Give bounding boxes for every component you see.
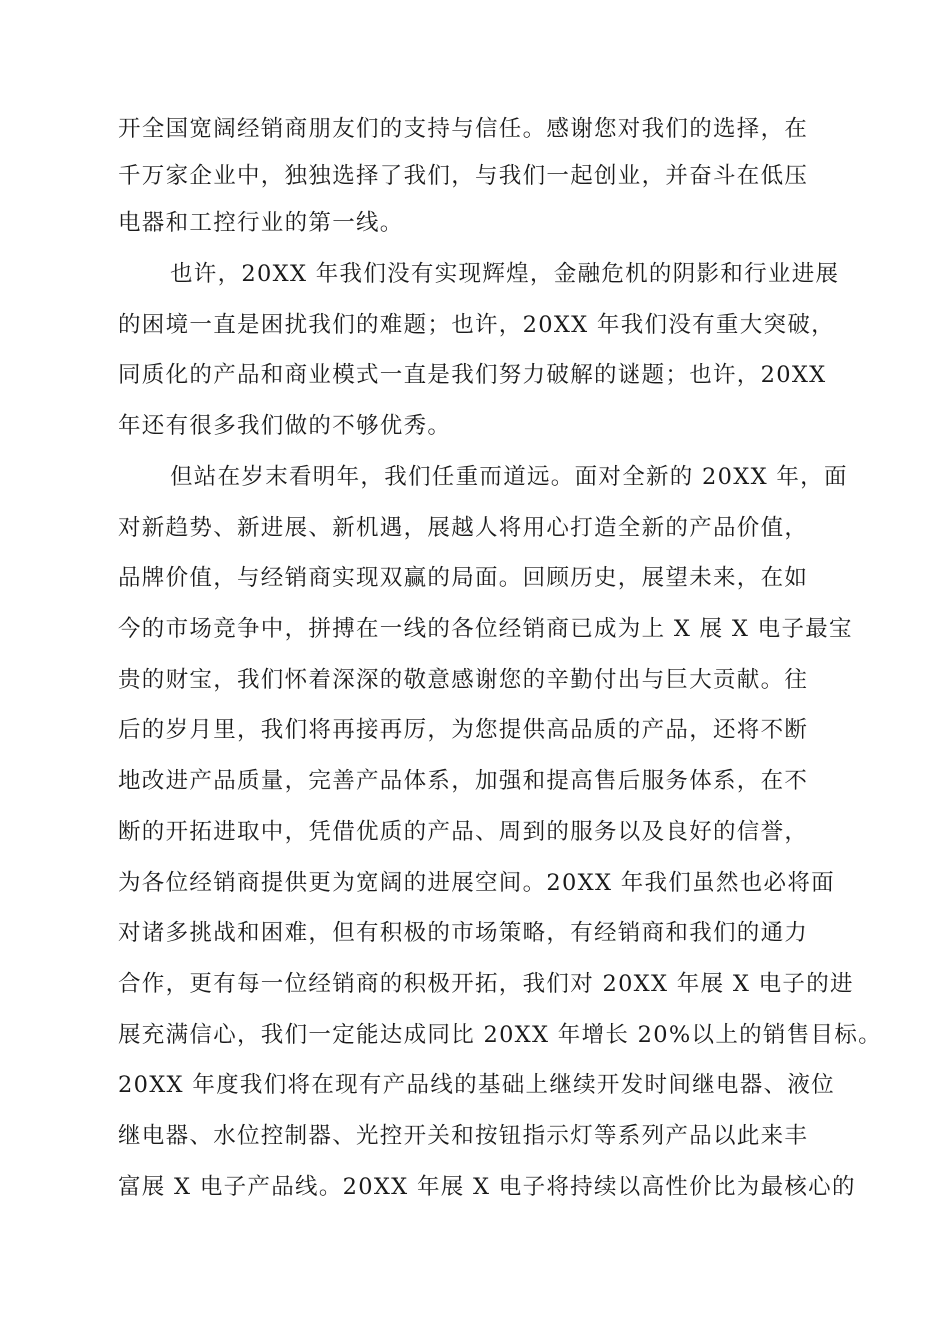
text-line: 地改进产品质量，完善产品体系，加强和提高售后服务体系，在不 [118, 768, 809, 794]
text-line: 合作，更有每一位经销商的积极开拓，我们对 20XX 年展 X 电子的进 [118, 971, 854, 997]
text-line: 为各位经销商提供更为宽阔的进展空间。20XX 年我们虽然也必将面 [118, 870, 835, 896]
text-line: 对新趋势、新进展、新机遇，展越人将用心打造全新的产品价值， [118, 515, 809, 541]
text-line: 今的市场竞争中，拼搏在一线的各位经销商已成为上 X 展 X 电子最宝 [118, 616, 853, 642]
text-line: 断的开拓进取中，凭借优质的产品、周到的服务以及良好的信誉， [118, 819, 809, 845]
paragraph-first-line: 也许，20XX 年我们没有实现辉煌，金融危机的阴影和行业进展 [170, 261, 840, 287]
text-line: 开全国宽阔经销商朋友们的支持与信任。感谢您对我们的选择，在 [118, 116, 809, 142]
text-line: 品牌价值，与经销商实现双赢的局面。回顾历史，展望未来，在如 [118, 565, 809, 591]
text-line: 电器和工控行业的第一线。 [118, 210, 404, 236]
text-line: 的困境一直是困扰我们的难题；也许，20XX 年我们没有重大突破， [118, 312, 835, 338]
text-line: 20XX 年度我们将在现有产品线的基础上继续开发时间继电器、液位 [118, 1072, 835, 1098]
text-line: 同质化的产品和商业模式一直是我们努力破解的谜题；也许，20XX [118, 362, 827, 388]
text-line: 后的岁月里，我们将再接再厉，为您提供高品质的产品，还将不断 [118, 717, 809, 743]
text-line: 千万家企业中，独独选择了我们，与我们一起创业，并奋斗在低压 [118, 163, 809, 189]
paragraph-first-line: 但站在岁末看明年，我们任重而道远。面对全新的 20XX 年，面 [170, 464, 848, 490]
text-line: 富展 X 电子产品线。20XX 年展 X 电子将持续以高性价比为最核心的 [118, 1174, 856, 1200]
text-line: 贵的财宝，我们怀着深深的敬意感谢您的辛勤付出与巨大贡献。往 [118, 667, 809, 693]
text-line: 展充满信心，我们一定能达成同比 20XX 年增长 20%以上的销售目标。 [118, 1022, 882, 1048]
text-line: 年还有很多我们做的不够优秀。 [118, 413, 452, 439]
text-line: 继电器、水位控制器、光控开关和按钮指示灯等系列产品以此来丰 [118, 1123, 809, 1149]
text-line: 对诸多挑战和困难，但有积极的市场策略，有经销商和我们的通力 [118, 920, 809, 946]
